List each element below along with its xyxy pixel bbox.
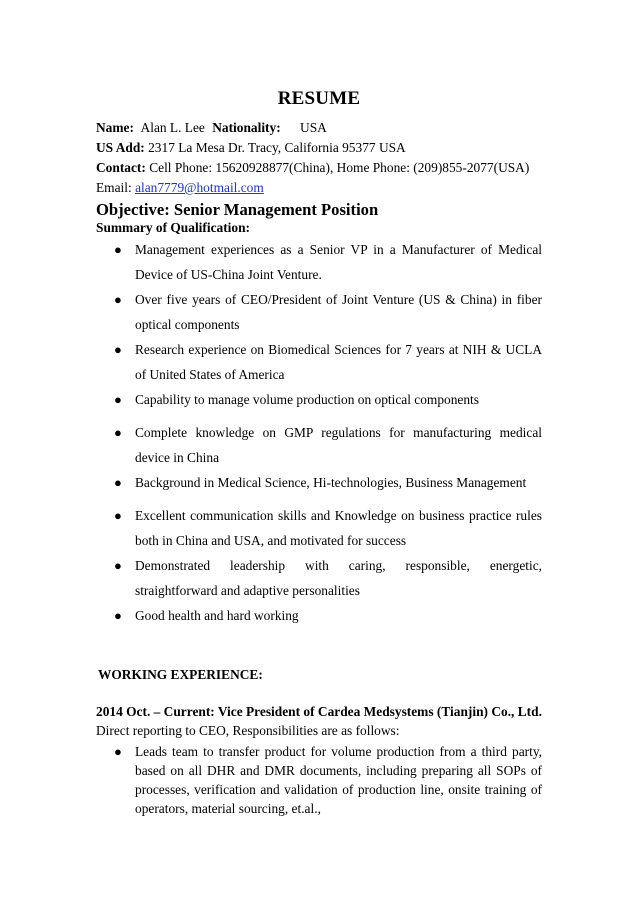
job-duty-list: [96, 742, 542, 818]
bullet-icon: ●: [114, 342, 122, 357]
nationality-label: Nationality:: [212, 120, 281, 135]
bullet-icon: ●: [114, 475, 122, 490]
name-label: Name:: [96, 120, 134, 135]
name-value: Alan L. Lee: [140, 120, 205, 135]
address-value: 2317 La Mesa Dr. Tracy, California 95377 USA: [148, 140, 406, 155]
list-item: ● Research experience on Biomedical Sciences for 7 years at NIH & UCLA of United States of America: [96, 337, 542, 387]
list-item: ● Good health and hard working: [96, 603, 542, 628]
list-item: ● Complete knowledge on GMP regulations for manufacturing medical device in China: [96, 420, 542, 470]
address-label: US Add:: [96, 140, 145, 155]
contact-line: [96, 158, 529, 178]
job-title: 2014 Oct. – Current: Vice President of Cardea Medsystems (Tianjin) Co., Ltd.: [96, 704, 542, 719]
contact-value: Cell Phone: 15620928877(China), Home Phone: (209)855-2077(USA): [149, 160, 530, 175]
bullet-icon: ●: [114, 242, 122, 257]
job-reporting: Direct reporting to CEO, Responsibilities are as follows:: [96, 723, 400, 738]
work-experience-heading: WORKING EXPERIENCE:: [98, 667, 263, 682]
job-entry: [96, 702, 542, 740]
email-line: [96, 178, 529, 198]
bullet-icon: ●: [114, 392, 122, 407]
list-item: ● Excellent communication skills and Knowledge on business practice rules both in China and USA, and motivated for success: [96, 503, 542, 553]
qualification-list: [96, 237, 542, 628]
email-link[interactable]: alan7779@hotmail.com: [135, 180, 264, 195]
bullet-icon: ●: [114, 608, 122, 623]
nationality-value: USA: [300, 120, 327, 135]
list-item: ● Leads team to transfer product for volume production from a third party, based on all DHR and DMR documents, including preparing all SOPs of processes, verification and validation of production line, onsite training of operators, material sourcing, et.al.,: [114, 744, 542, 816]
list-item: ● Over five years of CEO/President of Joint Venture (US & China) in fiber optical components: [96, 287, 542, 337]
bullet-icon: ●: [114, 292, 122, 307]
bullet-icon: ●: [114, 744, 122, 759]
list-item: ● Management experiences as a Senior VP in a Manufacturer of Medical Device of US-China Joint Venture.: [96, 237, 542, 287]
bullet-icon: ●: [114, 508, 122, 523]
email-label: Email:: [96, 180, 132, 195]
bullet-icon: ●: [114, 558, 122, 573]
name-line: [96, 118, 529, 138]
page-title: RESUME: [277, 88, 361, 109]
personal-info: [96, 118, 529, 198]
summary-heading: Summary of Qualification:: [96, 220, 250, 235]
objective-heading: Objective: Senior Management Position: [96, 200, 379, 219]
list-item: ● Capability to manage volume production on optical components: [96, 387, 542, 420]
bullet-icon: ●: [114, 425, 122, 440]
contact-label: Contact:: [96, 160, 146, 175]
address-line: [96, 138, 529, 158]
list-item: ● Background in Medical Science, Hi-technologies, Business Management: [96, 470, 542, 503]
list-item: ● Demonstrated leadership with caring, responsible, energetic, straightforward and adaptive personalities: [96, 553, 542, 603]
